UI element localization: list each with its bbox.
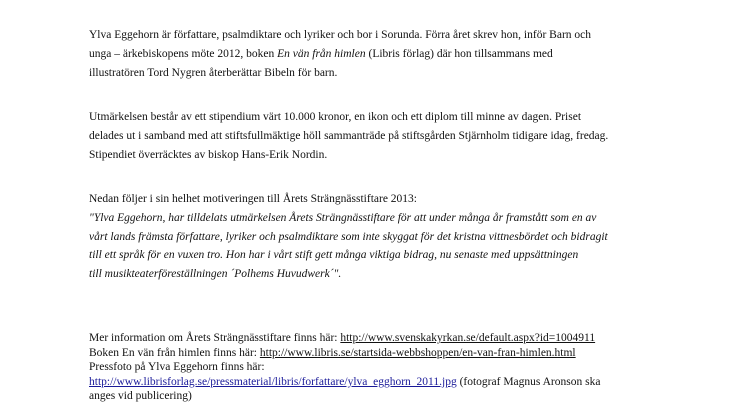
- paragraph-line: delades ut i samband med att stiftsfullmäktige höll sammanträde på stiftsgården Stjärnholm tidigare idag, fredag.: [89, 129, 609, 142]
- svenskakyrkan-link[interactable]: http://www.svenskakyrkan.se/default.aspx?id=1004911: [340, 332, 596, 344]
- info-line: [89, 346, 600, 361]
- motivation-quote-line: "Ylva Eggehorn, har tilldelats utmärkelsen Årets Strängnässtiftare för att under många år framstått som en av: [89, 211, 597, 224]
- motivation-quote-line: till ett språk för en vuxen tro. Hon har i vårt stift gett många viktiga bidrag, nu senaste med uppsättningen: [89, 249, 579, 262]
- libris-book-link[interactable]: http://www.libris.se/startsida-webbshoppen/en-van-fran-himlen.html: [259, 346, 576, 359]
- paragraph-author-intro: [89, 26, 591, 82]
- info-line: [89, 331, 600, 346]
- info-line: anges vid publicering): [89, 390, 192, 403]
- paragraph-line: [89, 45, 591, 64]
- info-label: Mer information om Årets Strängnässtiftare finns här:: [89, 332, 341, 344]
- press-photo-link[interactable]: http://www.librisforlag.se/pressmaterial/libris/forfattare/ylva_egghorn_2011.jpg: [89, 375, 457, 388]
- paragraph-award-details: [89, 108, 608, 164]
- paragraph-line: illustratören Tord Nygren återberättar Bibeln för barn.: [89, 66, 338, 79]
- photographer-note: (fotograf Magnus Aronson ska: [456, 375, 601, 388]
- book-title: En vän från himlen: [277, 47, 366, 60]
- paragraph-motivation: [89, 190, 608, 284]
- motivation-quote-line: till musikteaterföreställningen ´Polhems Huvudwerk´".: [89, 268, 342, 281]
- more-information-section: [89, 331, 600, 404]
- paragraph-text: unga – ärkebiskopens möte 2012, boken: [89, 47, 278, 60]
- info-line: Pressfoto på Ylva Eggehorn finns här:: [89, 361, 265, 374]
- paragraph-line: Utmärkelsen består av ett stipendium värt 10.000 kronor, en ikon och ett diplom till minne av dagen. Priset: [89, 111, 582, 123]
- paragraph-text: (Libris förlag) där hon tillsammans med: [365, 47, 553, 60]
- paragraph-line: Ylva Eggehorn är författare, psalmdiktare och lyriker och bor i Sorunda. Förra året skrev hon, inför Barn och: [89, 29, 591, 41]
- info-line: [89, 375, 600, 390]
- motivation-quote-line: vårt lands främsta författare, lyriker och psalmdiktare som inte skyggat för det kristna vittnesbördet och bidragit: [89, 230, 608, 243]
- info-label: Boken En vän från himlen finns här:: [89, 346, 260, 359]
- paragraph-line: Stipendiet överräcktes av biskop Hans-Erik Nordin.: [89, 148, 328, 161]
- motivation-intro: Nedan följer i sin helhet motiveringen till Årets Strängnässtiftare 2013:: [89, 193, 417, 205]
